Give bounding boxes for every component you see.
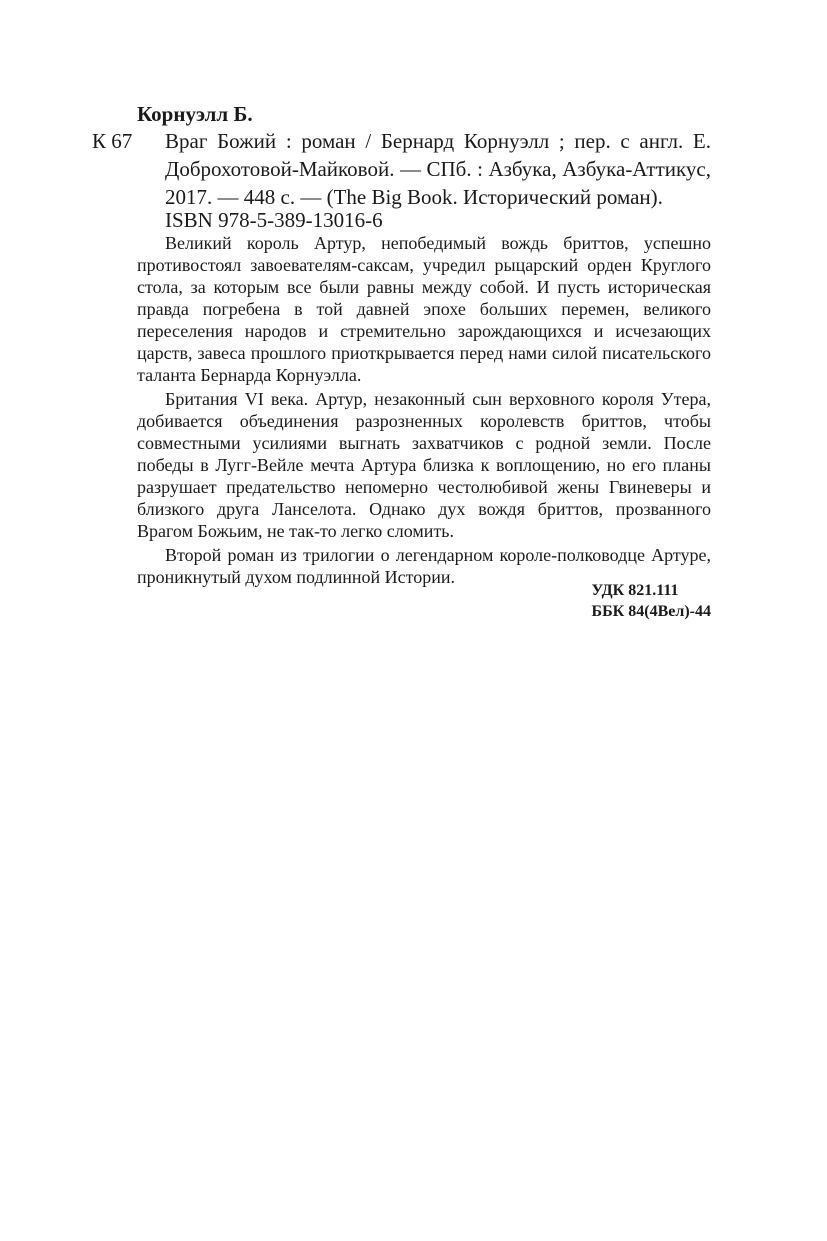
bbk-code: ББК 84(4Вел)-44 [591,603,711,620]
udk-code: УДК 821.111 [591,582,679,599]
author-heading: Корнуэлл Б. [137,102,253,126]
bibliographic-record-text: Враг Божий : роман / Бернард Корнуэлл ; пер. с англ. Е. Доброхотовой-Майковой. — СПб. : Азбука, Азбука-Аттикус, 2017. — 448 с. — (The Big Book. Исторический роман). [165,129,711,209]
annotation-paragraph-2: Британия VI века. Артур, незаконный сын верховного короля Утера, добивается объединения разрозненных королевств бриттов, чтобы совместными усилиями выгнать захватчиков с родной земли. После победы в Лугг-Вейле мечта Артура близка к воплощению, но его планы разрушает предательство непомерно честолюбивой жены Гвиневеры и близкого друга Ланселота. Однако дух вождя бриттов, прозванного Врагом Божьим, не так-то легко сломить. [137,389,711,541]
classification-codes [592,580,712,622]
catalog-code: К 67 [92,129,133,153]
annotation-paragraph-1: Великий король Артур, непобедимый вождь бриттов, успешно противостоял завоевателям-саксам, учредил рыцарский орден Круглого стола, за которым все были равны между собой. И пусть историческая правда погребена в той давней эпохе больших перемен, великого переселения народов и стремительно зарождающихся и исчезающих царств, завеса прошлого приоткрывается перед нами силой писательского таланта Бернарда Корнуэлла. [137,233,711,385]
bibliographic-record [165,127,711,211]
isbn: ISBN 978-5-389-13016-6 [165,208,383,232]
annotation [137,232,711,590]
annotation-paragraph-3: Второй роман из трилогии о легендарном короле-полководце Артуре, проникнутый духом подлинной Истории. [137,545,711,587]
